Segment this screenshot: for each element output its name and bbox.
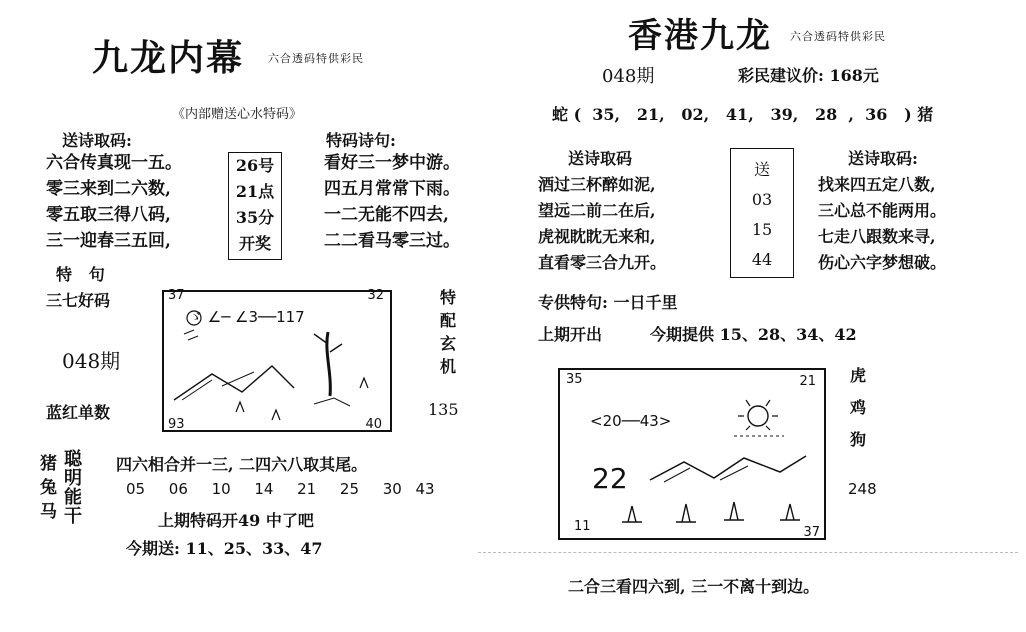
number-item: 25 bbox=[339, 480, 359, 498]
poem-line: 酒过三杯醉如泥, bbox=[538, 175, 656, 194]
special-line: 看好三一梦中游。 bbox=[324, 153, 460, 173]
poem-line: 找来四五定八数, bbox=[818, 175, 936, 194]
sun-mountain-sketch-icon bbox=[560, 370, 824, 538]
left-banner: 《内部赠送心水特码》 bbox=[172, 107, 303, 122]
draw-day: 26号 bbox=[235, 156, 275, 175]
side-animals: 虎 鸡 狗 bbox=[850, 366, 867, 449]
side-number: 248 bbox=[848, 480, 877, 498]
blue-red-value: 135 bbox=[428, 400, 459, 419]
wise-column: 聪 明 能 干 bbox=[64, 449, 82, 527]
draw-time-box bbox=[228, 152, 282, 260]
left-poem-header: 送诗取码: bbox=[62, 131, 132, 150]
right-sketch bbox=[558, 368, 826, 540]
right-subtitle: 六合透码特供彩民 bbox=[790, 30, 886, 43]
poem-line: 三一迎春三五回, bbox=[46, 231, 171, 251]
corner-tl: 37 bbox=[168, 288, 185, 303]
corner-br: 40 bbox=[365, 417, 382, 432]
special-line: 一二无能不四去, bbox=[324, 205, 449, 225]
draw-minute: 35分 bbox=[235, 208, 275, 227]
special-line: 二二看马零三过。 bbox=[324, 231, 460, 251]
last-issue-line: 上期特码开49 中了吧 bbox=[158, 511, 314, 530]
number-item: 10 bbox=[211, 480, 231, 498]
right-issue: 048期 bbox=[602, 66, 655, 87]
this-provide-line: 今期提供 15、28、34、42 bbox=[650, 325, 857, 344]
left-title: 九龙内幕 bbox=[92, 37, 245, 79]
number-item: 21 bbox=[297, 480, 317, 498]
poem-line: 六合传真现一五。 bbox=[46, 153, 182, 173]
send-label: 送 bbox=[753, 160, 770, 179]
right-poem-right bbox=[818, 172, 946, 276]
poem-line: 伤心六字梦想破。 bbox=[818, 253, 947, 272]
left-special-poem-header: 特码诗句: bbox=[326, 131, 396, 150]
right-poem-header-left: 送诗取码 bbox=[568, 149, 633, 168]
send-number: 15 bbox=[751, 220, 773, 239]
right-poem-left bbox=[538, 172, 666, 276]
special-line: 专供特句: 一日千里 bbox=[538, 293, 678, 312]
corner-tr: 32 bbox=[367, 288, 384, 303]
poem-line: 三心总不能两用。 bbox=[818, 201, 947, 220]
send-number: 03 bbox=[751, 190, 773, 209]
price-line: 彩民建议价: 168元 bbox=[738, 66, 879, 85]
number-list bbox=[126, 480, 445, 498]
sketch-text: ゞ ∠─ ∠3──117 bbox=[188, 308, 305, 326]
number-item: 06 bbox=[168, 480, 188, 498]
draw-hour: 21点 bbox=[235, 182, 275, 201]
corner-tr: 21 bbox=[799, 374, 816, 389]
draw-open: 开奖 bbox=[238, 234, 271, 253]
poem-line: 零三来到二六数, bbox=[46, 179, 171, 199]
teju-label: 特 句 bbox=[56, 265, 105, 284]
left-subtitle: 六合透码特供彩民 bbox=[268, 52, 364, 65]
snake-row: 蛇 ( 35, 21, 02, 41, 39, 28 , 36 ) 猪 bbox=[552, 105, 934, 124]
poem-line: 望远二前二在后, bbox=[538, 201, 656, 220]
left-issue: 048期 bbox=[62, 349, 121, 373]
send-number: 44 bbox=[751, 250, 773, 269]
send-box bbox=[730, 148, 794, 278]
number-item: 14 bbox=[254, 480, 274, 498]
poem-line: 七走八跟数来寻, bbox=[818, 227, 936, 246]
right-footer: 二合三看四六到, 三一不离十到边。 bbox=[568, 577, 820, 596]
sketch-big-number: 22 bbox=[592, 462, 628, 495]
animal-column: 猪 兔 马 bbox=[40, 454, 57, 522]
number-item: 05 bbox=[126, 480, 146, 498]
rule-line: 四六相合并一三, 二四六八取其尾。 bbox=[116, 455, 368, 474]
poem-line: 直看零三合九开。 bbox=[538, 253, 667, 272]
special-line: 四五月常常下雨。 bbox=[324, 179, 460, 199]
mountain-sketch-icon bbox=[164, 292, 390, 430]
number-item: 43 bbox=[415, 480, 435, 498]
left-sketch bbox=[162, 290, 392, 432]
corner-bl: 93 bbox=[168, 417, 185, 432]
left-poem-block bbox=[46, 150, 182, 254]
corner-br: 37 bbox=[803, 525, 820, 540]
left-special-block bbox=[324, 150, 460, 254]
right-poem-header-right: 送诗取码: bbox=[848, 149, 918, 168]
sanqi-label: 三七好码 bbox=[46, 291, 111, 310]
right-title: 香港九龙 bbox=[628, 16, 772, 56]
divider-line bbox=[478, 552, 1018, 553]
poem-line: 零五取三得八码, bbox=[46, 205, 171, 225]
corner-tl: 35 bbox=[566, 372, 583, 387]
last-open-label: 上期开出 bbox=[538, 325, 603, 344]
vertical-label: 特 配 玄 机 bbox=[440, 288, 457, 376]
sketch-text: <20──43> bbox=[590, 412, 672, 430]
corner-bl: 11 bbox=[574, 519, 591, 534]
number-item: 30 bbox=[382, 480, 402, 498]
blue-red-label: 蓝红单数 bbox=[46, 403, 111, 422]
poem-line: 虎视眈眈无来和, bbox=[538, 227, 656, 246]
this-issue-line: 今期送: 11、25、33、47 bbox=[126, 539, 323, 558]
